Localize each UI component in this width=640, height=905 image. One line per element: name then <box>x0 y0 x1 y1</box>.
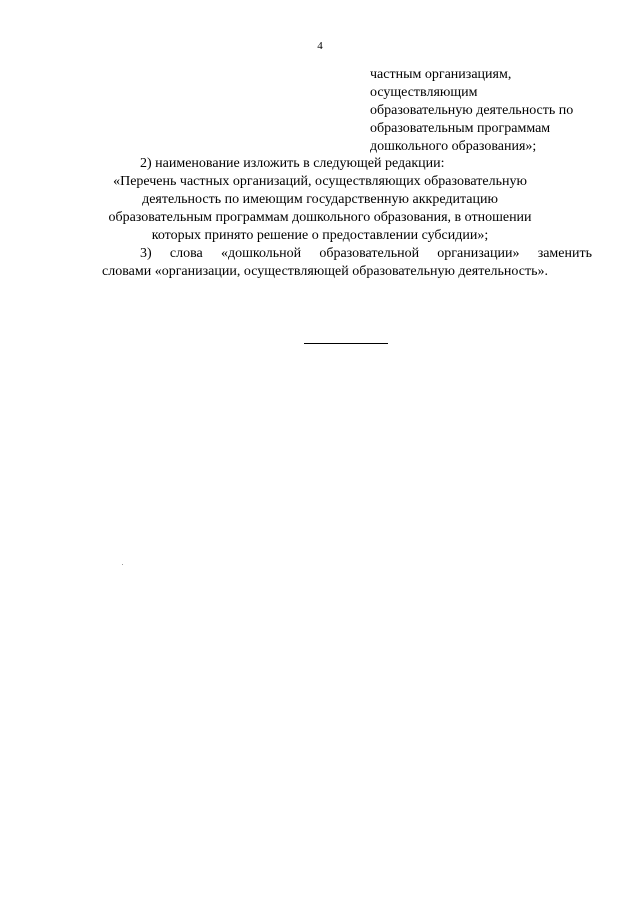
quote-line: образовательным программам дошкольного образования, в отношении <box>108 210 532 225</box>
item-3-paragraph-line-1: 3) слова «дошкольной образовательной организации» заменить <box>140 246 592 261</box>
annex-line: частным организациям, <box>370 67 512 82</box>
annex-line: дошкольного образования»; <box>370 139 537 154</box>
end-separator-line <box>304 343 388 344</box>
quote-line: деятельность по имеющим государственную аккредитацию <box>142 192 498 207</box>
scan-speck <box>122 564 123 565</box>
quote-line: «Перечень частных организаций, осуществляющих образовательную <box>113 174 527 189</box>
annex-line: образовательную деятельность по <box>370 103 574 118</box>
annex-line: осуществляющим <box>370 85 478 100</box>
page-number: 4 <box>317 40 323 52</box>
item-3-paragraph-line-2: словами «организации, осуществляющей образовательную деятельность». <box>102 264 548 279</box>
annex-title-continuation <box>370 66 610 156</box>
item-2-paragraph: 2) наименование изложить в следующей редакции: <box>140 156 445 171</box>
new-title-quote <box>100 173 540 245</box>
annex-line: образовательным программам <box>370 121 551 136</box>
quote-line: которых принято решение о предоставлении субсидии»; <box>151 228 489 243</box>
